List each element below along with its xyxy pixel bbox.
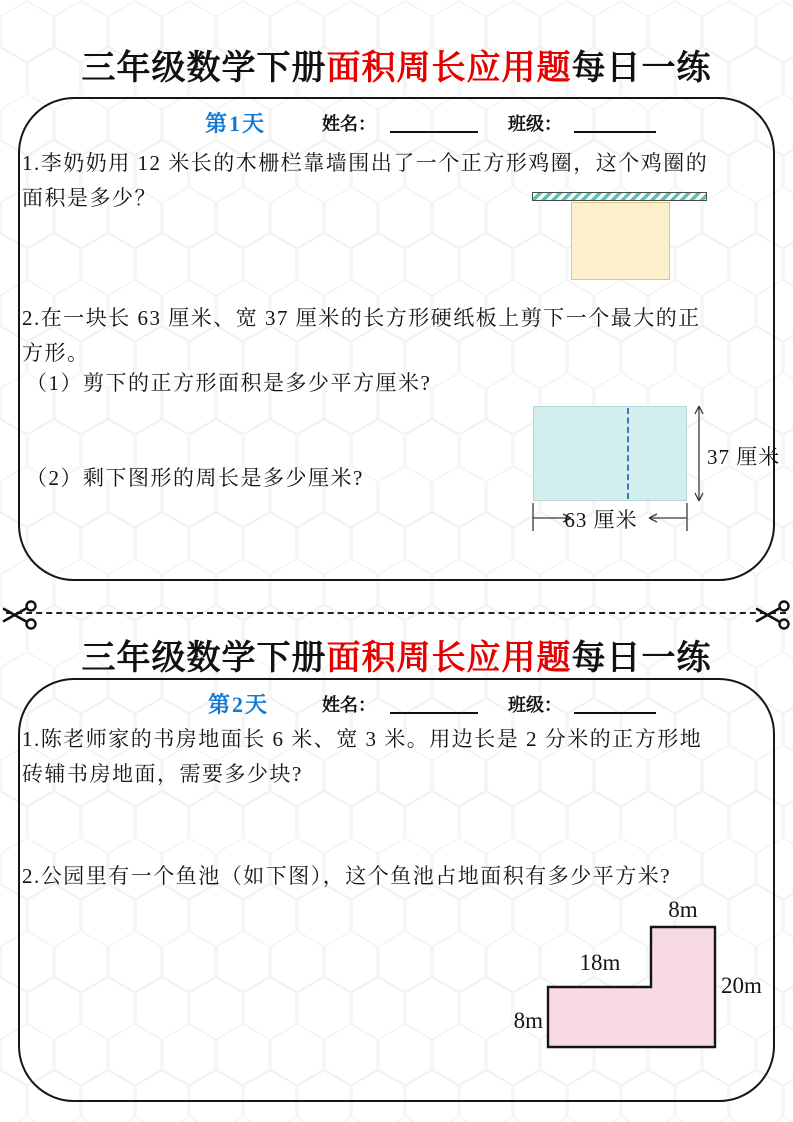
day1-problem2-line1: 2.在一块长 63 厘米、宽 37 厘米的长方形硬纸板上剪下一个最大的正: [22, 306, 701, 330]
worksheet-title-day1: [0, 40, 793, 89]
day2-problem1-line1: 1.陈老师家的书房地面长 6 米、宽 3 米。用边长是 2 分米的正方形地: [22, 727, 703, 751]
day1-problem1-line2: 面积是多少？: [22, 186, 157, 210]
day2-name-label: 姓名：: [322, 695, 376, 715]
title-part-right: 每日一练: [571, 50, 712, 87]
title-part-right: 每日一练: [571, 640, 712, 677]
day2-problem2-line: 2.公园里有一个鱼池（如下图），这个鱼池占地面积有多少平方米?: [22, 864, 672, 888]
title-part-left: 三年级数学下册: [81, 50, 327, 87]
day2-problem1-line2: 砖辅书房地面，需要多少块?: [22, 762, 303, 786]
height-dimension-arrow: [691, 404, 707, 504]
day2-class-label: 班级：: [508, 695, 562, 715]
day1-class-label: 班级：: [508, 114, 562, 134]
pond-middle-dimension-label: 18m: [579, 950, 621, 975]
scissors-icon: [755, 599, 791, 631]
day1-problem1-line1: 1.李奶奶用 12 米长的木栅栏靠墙围出了一个正方形鸡圈，这个鸡圈的: [22, 151, 709, 175]
cardboard-rectangle: [533, 406, 687, 501]
day2-class-blank: [574, 692, 656, 714]
title-part-highlight: 面积周长应用题: [326, 50, 572, 87]
day2-badge: 第2天: [208, 692, 270, 717]
day1-name-blank: [390, 111, 478, 133]
scissors-icon: [2, 599, 38, 631]
day1-problem2-question2: （2）剩下图形的周长是多少厘米?: [26, 466, 364, 490]
title-part-left: 三年级数学下册: [81, 640, 327, 677]
width-dimension-label: 63 厘米: [564, 508, 638, 532]
pond-left-dimension-label: 8m: [513, 1008, 543, 1033]
day1-problem2-line2: 方形。: [22, 341, 90, 365]
title-part-highlight: 面积周长应用题: [326, 640, 572, 677]
chicken-coop-square: [571, 202, 670, 280]
day1-name-label: 姓名：: [322, 114, 376, 134]
day1-class-blank: [574, 111, 656, 133]
wall-hatch-bar: [532, 192, 707, 201]
pond-right-dimension-label: 20m: [721, 973, 762, 998]
cut-dashed-line: [6, 612, 786, 614]
worksheet-title-day2: [0, 630, 793, 679]
square-cut-dash-line: [627, 408, 629, 499]
fish-pond-shape: [546, 925, 718, 1050]
height-dimension-label: 37 厘米: [707, 445, 781, 469]
day1-problem2-question1: （1）剪下的正方形面积是多少平方厘米?: [26, 371, 432, 395]
day2-name-blank: [390, 692, 478, 714]
day1-badge: 第1天: [205, 111, 267, 136]
pond-top-dimension-label: 8m: [668, 897, 698, 922]
